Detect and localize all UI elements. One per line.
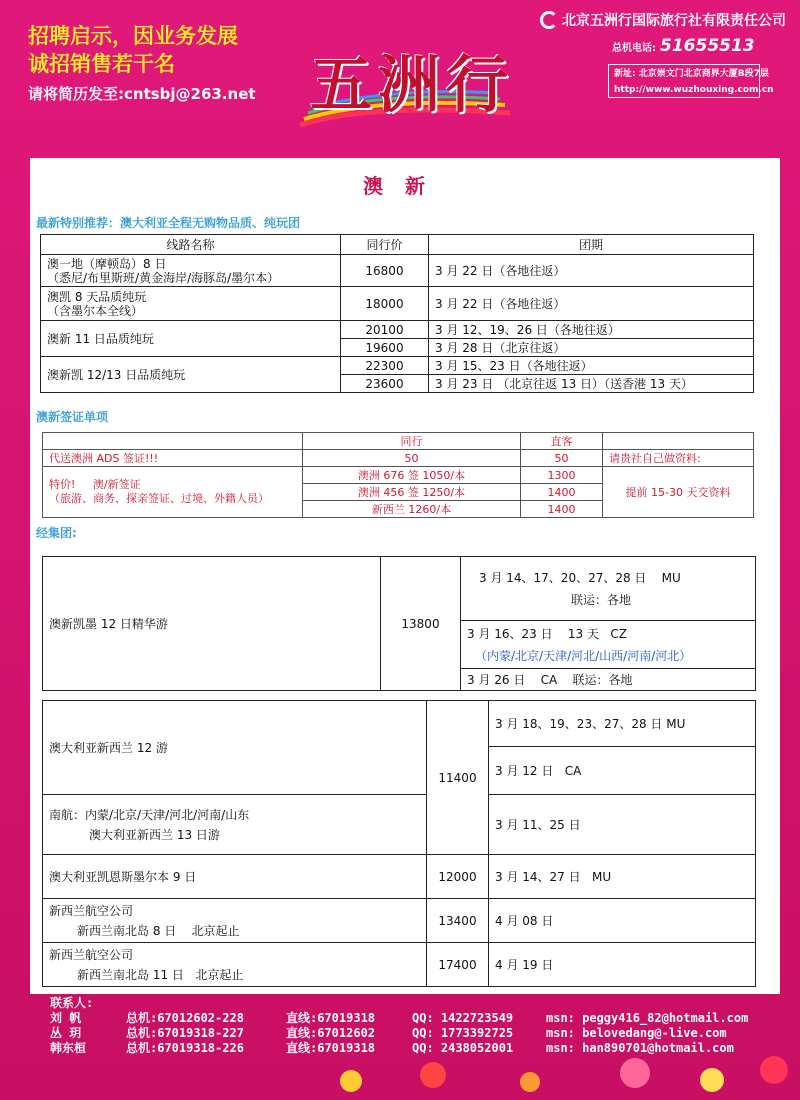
group-table-2 [42, 700, 756, 987]
contacts-label: 联系人: [50, 996, 94, 1010]
group-route-date: 3 月 18、19、23、27、28 日 MU [489, 701, 756, 747]
table-row [41, 255, 754, 287]
group-route-date: 3 月 16、23 日 13 天 CZ （内蒙/北京/天津/河北/山西/河南/河北） [461, 621, 756, 669]
group-route-price: 13800 [381, 557, 461, 691]
page-title: 澳新 [363, 174, 447, 198]
table-row [43, 467, 754, 484]
group-route-date: 3 月 12 日 CA [489, 747, 756, 795]
route-date: 3 月 28 日（北京往返） [429, 339, 754, 357]
route-date: 3 月 22 日（各地往返） [429, 287, 754, 321]
recommend-table [40, 234, 754, 393]
decoration-ball-icon [520, 1072, 540, 1092]
group-table-1 [42, 556, 756, 691]
route-price: 16800 [341, 255, 429, 287]
visa-item: 澳洲 676 签 1050/本 [303, 467, 521, 484]
group-route-date: 3 月 26 日 CA 联运：各地 [461, 669, 756, 691]
contact-row: 韩东桓 总机:67019318-226 直线:67019318 QQ: 2438052001 msn: han890701@hotmail.com [50, 1041, 734, 1055]
visa-item-price: 1400 [521, 501, 603, 518]
contact-row: 丛 玥 总机:67019318-227 直线:67012602 QQ: 1773392725 msn: belovedang@-live.com [50, 1026, 727, 1040]
table-row [41, 321, 754, 339]
visa-col-peer: 同行 [303, 433, 521, 450]
visa-item-price: 1300 [521, 467, 603, 484]
visa-col-direct: 直客 [521, 433, 603, 450]
recruit-line2: 诚招销售若干名 [28, 52, 175, 76]
table-row [43, 450, 754, 467]
col-dates: 团期 [429, 235, 754, 255]
route-name: 澳新凯 12/13 日品质纯玩 [41, 357, 341, 393]
route-price: 22300 [341, 357, 429, 375]
group-route-price: 12000 [427, 855, 489, 899]
visa-ads-label: 代送澳洲 ADS 签证!!! [43, 450, 303, 467]
route-name: 澳一地（摩顿岛）8 日 （悉尼/布里斯班/黄金海岸/海豚岛/墨尔本） [41, 255, 341, 287]
route-name: 澳新 11 日品质纯玩 [41, 321, 341, 357]
company-phone: 总机电话: 51655513 [612, 36, 755, 56]
logo-text: 五洲行 [310, 48, 515, 121]
group-route-date: 3 月 14、17、20、27、28 日 MU 联运：各地 [461, 557, 756, 621]
route-date: 3 月 12、19、26 日（各地往返） [429, 321, 754, 339]
recruit-email: 请将简历发至:cntsbj@263.net [28, 85, 256, 103]
route-date: 3 月 15、23 日（各地往返） [429, 357, 754, 375]
group-route-date: 4 月 08 日 [489, 899, 756, 943]
route-price: 18000 [341, 287, 429, 321]
group-route-date: 4 月 19 日 [489, 943, 756, 987]
group-route-date: 3 月 11、25 日 [489, 795, 756, 855]
visa-ads-peer: 50 [303, 450, 521, 467]
section-group-heading: 经集团: [36, 526, 77, 540]
section-recommend-heading: 最新特别推荐：澳大利亚全程无购物品质、纯玩团 [36, 216, 301, 230]
route-price: 20100 [341, 321, 429, 339]
contacts [50, 996, 748, 1056]
group-route-price: 13400 [427, 899, 489, 943]
company-info [540, 10, 795, 56]
route-price: 23600 [341, 375, 429, 393]
table-row [41, 357, 754, 375]
recruit-line1: 招聘启示，因业务发展 [28, 24, 238, 48]
group-route-date: 3 月 14、27 日 MU [489, 855, 756, 899]
group-route-name: 澳大利亚新西兰 12 游 [43, 701, 427, 795]
logo [290, 25, 520, 135]
visa-item: 澳洲 456 签 1250/本 [303, 484, 521, 501]
table-row [43, 855, 756, 899]
group-route-price: 17400 [427, 943, 489, 987]
route-name: 澳凯 8 天品质纯玩 （含墨尔本全线） [41, 287, 341, 321]
route-date: 3 月 23 日 （北京往返 13 日）（送香港 13 天） [429, 375, 754, 393]
visa-item: 新西兰 1260/本 [303, 501, 521, 518]
visa-special-note: 提前 15-30 天交资料 [603, 467, 754, 518]
decoration-ball-icon [340, 1070, 362, 1092]
section-visa-heading: 澳新签证单项 [36, 410, 109, 424]
group-route-name: 澳大利亚凯恩斯墨尔本 9 日 [43, 855, 427, 899]
decoration-ball-icon [420, 1062, 446, 1088]
visa-special: 特价! 澳/新签证 （旅游、商务、探亲签证、过境、外籍人员） [43, 467, 303, 518]
table-row [43, 943, 756, 987]
decoration-ball-icon [620, 1058, 650, 1088]
col-route: 线路名称 [41, 235, 341, 255]
route-price: 19600 [341, 339, 429, 357]
group-route-name: 澳新凯墨 12 日精华游 [43, 557, 381, 691]
company-address: 新址: 北京崇文门北京商界大厦B段7层 http://www.wuzhouxing.com.cn [614, 66, 794, 98]
decoration-ball-icon [760, 1056, 788, 1084]
visa-ads-direct: 50 [521, 450, 603, 467]
visa-item-price: 1400 [521, 484, 603, 501]
group-route-name: 新西兰航空公司 新西兰南北岛 11 日 北京起止 [43, 943, 427, 987]
decoration-ball-icon [700, 1068, 724, 1092]
contact-row: 刘 帆 总机:67012602-228 直线:67019318 QQ: 1422723549 msn: peggy416_82@hotmail.com [50, 1011, 749, 1025]
group-route-price: 11400 [427, 701, 489, 855]
content-panel [30, 158, 780, 994]
table-row [43, 899, 756, 943]
company-logo-icon [540, 11, 558, 29]
recruit-notice [28, 22, 256, 108]
company-website[interactable]: http://www.wuzhouxing.com.cn [614, 85, 774, 95]
festive-decoration [330, 1048, 800, 1100]
visa-ads-note: 请贵社自己做资料: [603, 450, 754, 467]
group-route-name: 南航：内蒙/北京/天津/河北/河南/山东 澳大利亚新西兰 13 日游 [43, 795, 427, 855]
group-route-name: 新西兰航空公司 新西兰南北岛 8 日 北京起止 [43, 899, 427, 943]
visa-table [42, 432, 754, 518]
col-price: 同行价 [341, 235, 429, 255]
company-name: 北京五洲行国际旅行社有限责任公司 [540, 10, 795, 30]
table-row [41, 287, 754, 321]
route-date: 3 月 22 日（各地往返） [429, 255, 754, 287]
